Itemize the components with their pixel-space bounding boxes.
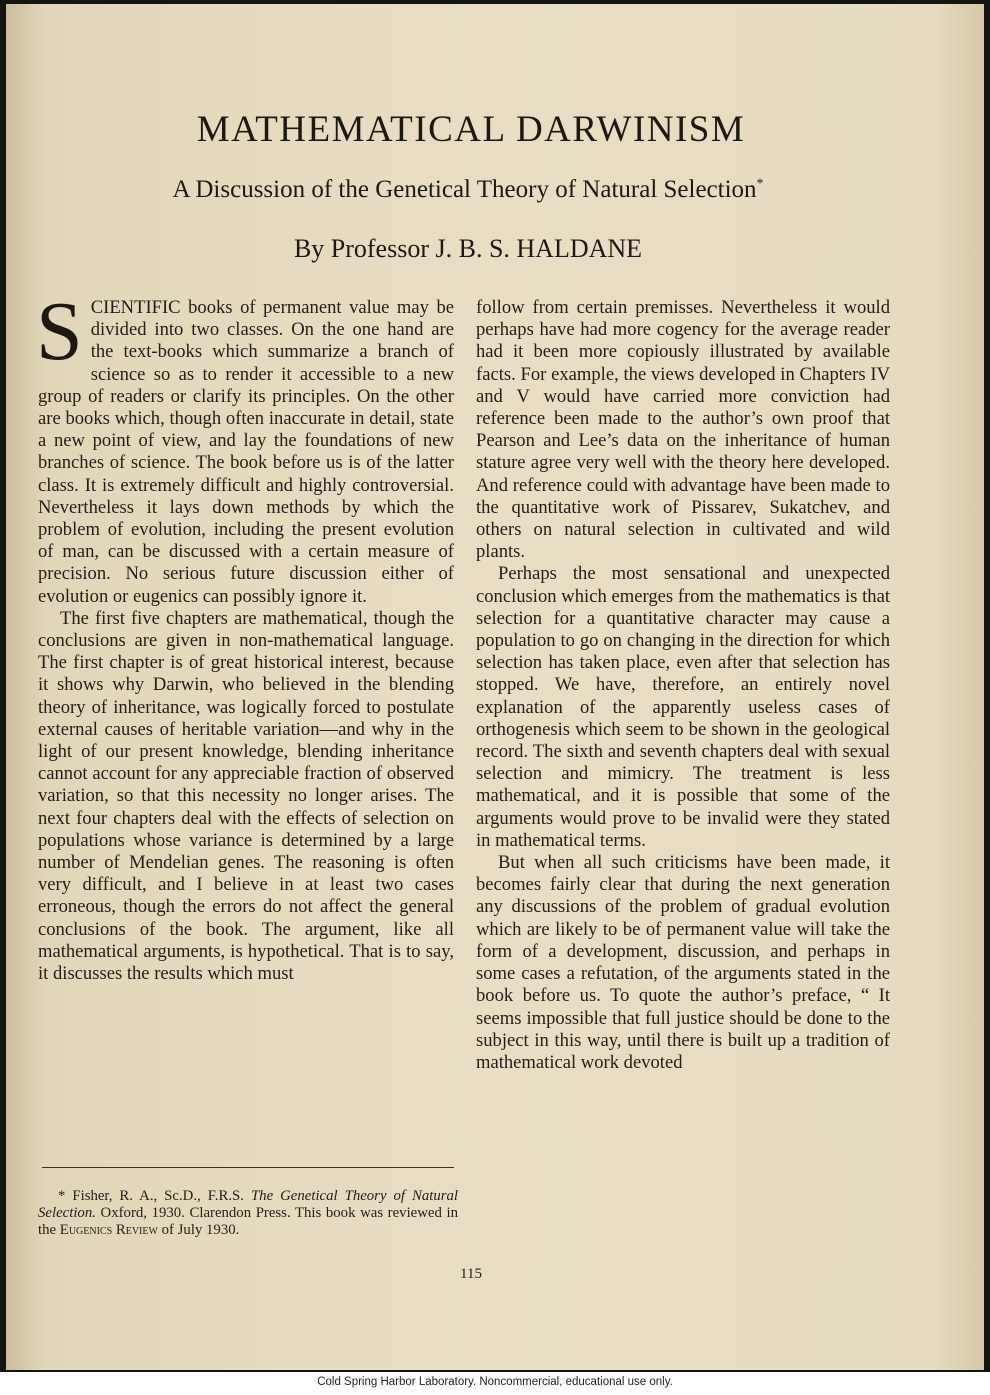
footnote-divider bbox=[42, 1167, 454, 1168]
article-subtitle bbox=[6, 176, 930, 204]
right-column bbox=[476, 297, 890, 1074]
footnote-date: of July 1930. bbox=[161, 1222, 240, 1238]
paragraph: Perhaps the most sensational and unexpected conclusion which emerges from the mathematics is that selection for a quantitative character may cause a population to go on changing in the direction for which selection has taken place, even after that selection has stopped. We have, therefore, an entirely novel explanation of the apparently useless cases of orthogenesis which seem to be shown in the geological record. The sixth and seventh chapters deal with sexual selection and mimicry. The treatment is less mathematical, and it is possible that some of the arguments would prove to be invalid were they stated in mathematical terms. bbox=[476, 563, 890, 851]
subtitle-text: A Discussion of the Genetical Theory of Natural Selection bbox=[172, 176, 757, 203]
drop-cap: S bbox=[36, 285, 83, 378]
left-column bbox=[36, 285, 454, 985]
footnote-text bbox=[38, 1188, 458, 1239]
archive-caption: Cold Spring Harbor Laboratory. Noncommercial, educational use only. bbox=[317, 1376, 673, 1388]
author-byline: By Professor J. B. S. HALDANE bbox=[293, 234, 643, 263]
footnote-journal: Eugenics Review bbox=[59, 1222, 158, 1238]
article-title: MATHEMATICAL DARWINISM bbox=[196, 109, 746, 150]
footnote-citation: * Fisher, R. A., Sc.D., F.R.S. bbox=[58, 1188, 244, 1204]
paragraph-text: CIENTIFIC books of permanent value may be divided into two classes. On the one hand are the text-books which summarize a branch of science so as to render it accessible to a new group of readers or clarify its principles. On the other are books which, though often inaccurate in detail, state a new point of view, and lay the foundations of new branches of science. The book before us is of the latter class. It is extremely difficult and highly controversial. Nevertheless it lays down methods by which the problem of evolution, including the present evolution of man, can be discussed with a certain measure of precision. No serious future discussion either of evolution or eugenics can possibly ignore it. bbox=[38, 297, 454, 607]
footnote bbox=[38, 1188, 458, 1239]
journal-page bbox=[6, 4, 984, 1370]
paragraph: The first five chapters are mathematical, though the conclusions are given in non-mathematical language. The first chapter is of great historical interest, because it shows why Darwin, who believed in the blending theory of inheritance, was logically forced to postulate external causes of heritable variation—and why in the light of our present knowledge, blending inheritance cannot account for any appreciable fraction of observed variation, so that this necessity no longer arises. The next four chapters deal with the effects of selection on populations whose variance is determined by a large number of Mendelian genes. The reasoning is often very difficult, and I believe in at least two cases erroneous, though the errors do not affect the general conclusions of the book. The argument, like all mathematical arguments, is hypothetical. That is to say, it discusses the results which must bbox=[38, 607, 454, 985]
footnote-book-title: The Genetical Theory of Natural Selection. bbox=[38, 1188, 458, 1221]
paragraph: But when all such criticisms have been made, it becomes fairly clear that during the next generation any discussions of the problem of gradual evolution which are likely to be of permanent value will take the form of a development, discussion, and perhaps in some cases a refutation, of the arguments stated in the book before us. To quote the author’s preface, “ It seems impossible that full justice should be done to the subject in this way, until there is built up a tradition of mathematical work devoted bbox=[476, 852, 890, 1073]
footnote-details: Oxford, 1930. Clarendon Press. This book was reviewed in the bbox=[38, 1205, 459, 1238]
page-number: 115 bbox=[460, 1266, 482, 1282]
footnote-marker: * bbox=[756, 176, 764, 192]
paragraph bbox=[36, 285, 454, 608]
paragraph: follow from certain premisses. Nevertheless it would perhaps have had more cogency for the average reader had it been more copiously illustrated by available facts. For example, the views developed in Chapters IV and V would have carried more conviction had reference been made to the author’s own proof that Pearson and Lee’s data on the inheritance of human stature agree very well with the theory here developed. And reference could with advantage have been made to the quantitative work of Pissarev, Sukatchev, and others on natural selection in cultivated and wild plants. bbox=[476, 297, 890, 563]
